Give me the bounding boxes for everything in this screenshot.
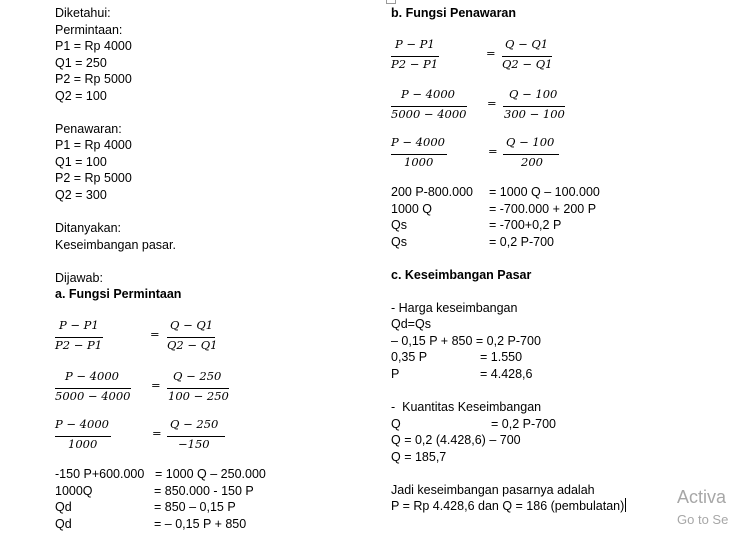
conclusion-text: P = Rp 4.428,6 dan Q = 186 (pembulatan) — [391, 499, 625, 513]
calc-left-term: Qd — [55, 517, 72, 531]
formula-left-numerator: P − 4000 — [401, 87, 455, 101]
calc-left-term: Q — [391, 417, 401, 431]
price-line-1: Qd=Qs — [391, 317, 431, 331]
formula-left-denominator: 1000 — [404, 155, 434, 169]
supply-q2: Q2 = 300 — [55, 188, 107, 202]
formula-left-denominator: P2 − P1 — [55, 338, 103, 352]
section-a-title: a. Fungsi Permintaan — [55, 287, 182, 301]
calc-left-term: 0,35 P — [391, 350, 428, 364]
calc-right-term: = – 0,15 P + 850 — [154, 517, 247, 531]
asked-heading: Ditanyakan: — [55, 221, 122, 235]
formula-left-numerator: P − P1 — [395, 37, 435, 51]
formula-right-numerator: Q − 100 — [506, 135, 555, 149]
calc-left-term: Qs — [391, 218, 407, 232]
calc-left-term: Qs — [391, 235, 407, 249]
formula-right-numerator: Q − 250 — [173, 369, 222, 383]
calc-right-term: = 4.428,6 — [480, 367, 533, 381]
equals-sign: = — [150, 327, 160, 341]
demand-q1: Q1 = 250 — [55, 56, 107, 70]
calc-left-term: 1000 Q — [391, 202, 433, 216]
equals-sign: = — [151, 378, 161, 392]
formula-left-numerator: P − P1 — [59, 318, 99, 332]
demand-p2: P2 = Rp 5000 — [55, 72, 132, 86]
formula-right-denominator: Q2 − Q1 — [167, 338, 218, 352]
formula-left-denominator: 5000 − 4000 — [55, 389, 131, 403]
calc-right-term: = -700+0,2 P — [489, 218, 562, 232]
supply-p2: P2 = Rp 5000 — [55, 171, 132, 185]
calc-left-term: -150 P+600.000 — [55, 467, 145, 481]
equals-sign: = — [152, 426, 162, 440]
conclusion-line-2[interactable] — [391, 498, 626, 514]
known-heading: Diketahui: — [55, 6, 111, 20]
calc-left-term: 1000Q — [55, 484, 93, 498]
equals-sign: = — [488, 144, 498, 158]
quantity-line-2: Q = 0,2 (4.428,6) – 700 — [391, 433, 521, 447]
demand-heading: Permintaan: — [55, 23, 123, 37]
calc-right-term: = 1000 Q – 250.000 — [155, 467, 266, 481]
equals-sign: = — [486, 46, 496, 60]
calc-left-term: 200 P-800.000 — [391, 185, 474, 199]
section-b-title: b. Fungsi Penawaran — [391, 6, 517, 20]
calc-right-term: = 850 – 0,15 P — [154, 500, 236, 514]
formula-right-denominator: Q2 − Q1 — [502, 57, 553, 71]
conclusion-line-1: Jadi keseimbangan pasarnya adalah — [391, 483, 595, 497]
watermark-subtitle: Go to Se — [677, 512, 729, 527]
calc-right-term: = 0,2 P-700 — [489, 235, 554, 249]
calc-left-term: Qd — [55, 500, 72, 514]
formula-right-numerator: Q − 100 — [509, 87, 558, 101]
text-cursor — [625, 498, 626, 512]
supply-heading: Penawaran: — [55, 122, 122, 136]
calc-left-term: P — [391, 367, 400, 381]
formula-right-numerator: Q − Q1 — [505, 37, 549, 51]
formula-left-denominator: 1000 — [68, 437, 98, 451]
equals-sign: = — [487, 96, 497, 110]
formula-right-numerator: Q − 250 — [170, 417, 219, 431]
calc-right-term: = 0,2 P-700 — [491, 417, 556, 431]
calc-right-term: = 1000 Q – 100.000 — [489, 185, 600, 199]
answer-heading: Dijawab: — [55, 271, 103, 285]
formula-left-denominator: 5000 − 4000 — [391, 107, 467, 121]
calc-right-term: = 850.000 - 150 P — [154, 484, 254, 498]
quantity-line-3: Q = 185,7 — [391, 450, 447, 464]
price-line-2: – 0,15 P + 850 = 0,2 P-700 — [391, 334, 541, 348]
price-heading: - Harga keseimbangan — [391, 301, 518, 315]
quantity-heading: - Kuantitas Keseimbangan — [391, 400, 542, 414]
formula-left-numerator: P − 4000 — [65, 369, 119, 383]
activation-watermark — [677, 487, 728, 529]
formula-right-denominator: 100 − 250 — [168, 389, 229, 403]
demand-q2: Q2 = 100 — [55, 89, 107, 103]
formula-right-numerator: Q − Q1 — [170, 318, 214, 332]
formula-right-denominator: 300 − 100 — [504, 107, 565, 121]
calc-right-term: = -700.000 + 200 P — [489, 202, 597, 216]
calc-right-term: = 1.550 — [480, 350, 523, 364]
watermark-title: Activa — [677, 487, 727, 507]
asked-text: Keseimbangan pasar. — [55, 238, 176, 252]
demand-p1: P1 = Rp 4000 — [55, 39, 132, 53]
formula-left-numerator: P − 4000 — [391, 135, 445, 149]
supply-p1: P1 = Rp 4000 — [55, 138, 132, 152]
formula-left-numerator: P − 4000 — [55, 417, 109, 431]
formula-left-denominator: P2 − P1 — [391, 57, 439, 71]
supply-q1: Q1 = 100 — [55, 155, 107, 169]
page-corner-mark — [386, 0, 396, 4]
formula-right-denominator: 200 — [521, 155, 543, 169]
section-c-title: c. Keseimbangan Pasar — [391, 268, 532, 282]
formula-right-denominator: −150 — [178, 437, 210, 451]
